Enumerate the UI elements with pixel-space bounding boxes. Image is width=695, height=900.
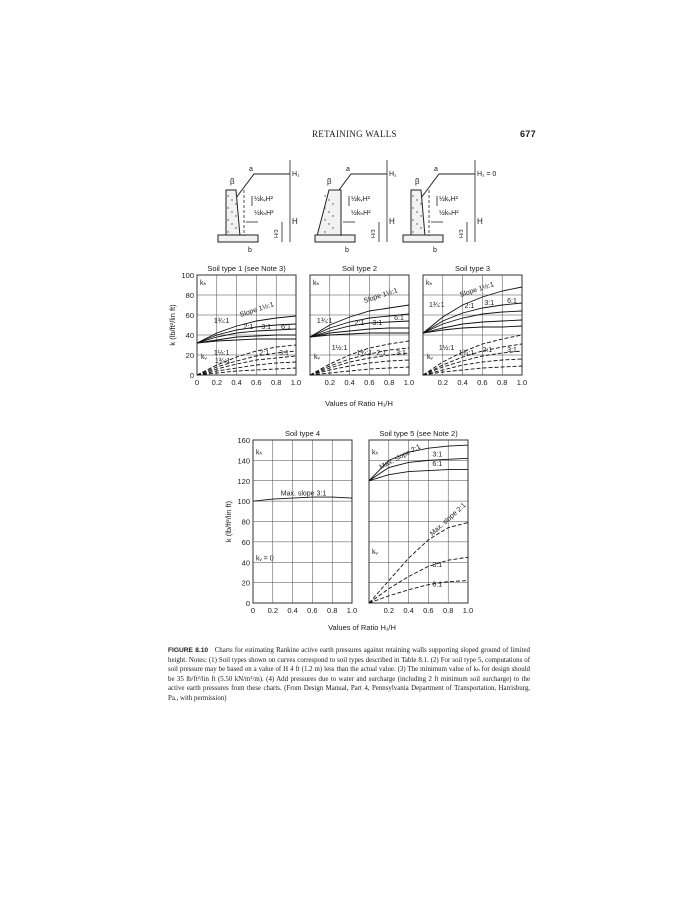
wall-sketch xyxy=(218,160,300,254)
third-h-label: H/3 xyxy=(371,229,377,238)
chart-title: Soil type 1 (see Note 3) xyxy=(207,264,286,273)
concrete-dot xyxy=(227,219,228,220)
x-tick-label: 0.2 xyxy=(437,378,449,387)
curve-annotation: Slope 1½:1 xyxy=(459,281,495,299)
caption-label: FIGURE 8.10 xyxy=(168,647,209,654)
x-tick-label: 0 xyxy=(194,378,200,387)
curve-annotation: 3:1 xyxy=(372,320,383,327)
x-tick-label: 0.6 xyxy=(423,606,434,615)
wall-stem xyxy=(317,190,341,236)
curve-annotation: 1¾:1 xyxy=(316,318,333,325)
y-tick-label: 160 xyxy=(237,436,250,445)
concrete-dot xyxy=(324,207,325,208)
x-tick-label: 0.8 xyxy=(270,378,282,387)
curve-annotation: 3:1 xyxy=(432,562,443,570)
concrete-dot xyxy=(328,199,329,200)
series-line xyxy=(369,523,468,603)
wall-stem xyxy=(226,190,240,236)
x-tick-label: 0.8 xyxy=(383,378,395,387)
x-tick-label: 0.4 xyxy=(231,378,242,387)
curve-annotation: 1¾:1 xyxy=(458,350,475,357)
concrete-dot xyxy=(235,227,236,228)
concrete-dot xyxy=(332,203,333,204)
curve-annotation: kᵥ xyxy=(313,354,320,361)
curve-annotation: kᵥ xyxy=(200,354,207,361)
x-tick-label: 1.0 xyxy=(290,378,302,387)
y-tick-label: 60 xyxy=(241,537,250,547)
concrete-dot xyxy=(324,219,325,220)
curve-annotation: 6:1 xyxy=(432,461,443,469)
x-tick-label: 1.0 xyxy=(462,606,474,615)
chart-panel xyxy=(310,264,414,387)
concrete-dot xyxy=(231,223,232,224)
chart-panel xyxy=(369,429,473,615)
curve-annotation: kᵥ xyxy=(426,354,433,361)
chart-title: Soil type 5 (see Note 2) xyxy=(379,429,458,438)
concrete-dot xyxy=(412,207,413,208)
y-tick-label: 100 xyxy=(237,497,250,507)
curve-annotation: kᵥ = 0 xyxy=(255,555,274,563)
beta-label: β xyxy=(415,177,420,186)
concrete-dot xyxy=(231,199,232,200)
curve-annotation: kₕ xyxy=(371,449,379,457)
y-tick-label: 80 xyxy=(185,291,194,300)
point-b-label: b xyxy=(248,247,252,254)
curve-annotation: 1¾:1 xyxy=(356,350,373,357)
concrete-dot xyxy=(416,211,417,212)
concrete-dot xyxy=(412,195,413,196)
concrete-dot xyxy=(420,215,421,216)
kv-force-label: ½kᵥH² xyxy=(439,196,458,203)
curve-annotation: 1½:1 xyxy=(331,345,348,352)
curve-annotation: 3:1 xyxy=(396,350,406,357)
curve-annotation: kₕ xyxy=(199,280,207,287)
y-tick-label: 0 xyxy=(189,371,194,380)
caption-text: Charts for estimating Rankine active earth pressures against retaining walls supporting sloped ground of limited height. Notes: (1) Soil types shown on curves correspond to soil types described in Table 8.1. (2) For soil type 5, computations of soil pressure may be based on a value of H 4 ft (1.2 m) less than the actual value. (3) The minimum value of kₕ for design should be 35 lb/ft²/lin ft (5.50 kN/m²/m). (4) Add pressures due to water and surcharge (including 2 ft minimum soil surcharge) to the active earth pressures from these charts. (From Design Manual, Part 4, Pennsylvania Department of Transportation, Harrisburg, Pa., with permission) xyxy=(168,647,530,702)
y-tick-label: 80 xyxy=(241,517,250,527)
y-tick-label: 40 xyxy=(241,558,250,568)
point-a-label: a xyxy=(346,166,350,173)
curve-annotation: Max. slope 2:1 xyxy=(378,443,423,472)
curve-annotation: kₕ xyxy=(312,280,320,287)
kv-force-label: ½kᵥH² xyxy=(254,196,273,203)
x-tick-label: 0.6 xyxy=(364,378,375,387)
concrete-dot xyxy=(332,215,333,216)
concrete-dot xyxy=(227,195,228,196)
x-tick-label: 0.2 xyxy=(383,606,395,615)
wall-footing xyxy=(315,235,355,242)
curve-annotation: 2:1 xyxy=(376,350,387,357)
wall-footing xyxy=(403,235,443,242)
curve-annotation: 2:1 xyxy=(464,303,475,310)
x-tick-label: 0.8 xyxy=(442,606,454,615)
x-tick-label: 0.8 xyxy=(496,378,508,387)
wall-sketch xyxy=(403,160,496,254)
chart-title: Soil type 4 xyxy=(284,429,321,438)
kv-force-label: ½kᵥH² xyxy=(351,196,370,203)
concrete-dot xyxy=(412,231,413,232)
y-tick-label: 120 xyxy=(237,476,250,486)
h1-label: H₁ xyxy=(292,171,300,178)
x-tick-label: 1.0 xyxy=(346,606,358,615)
concrete-dot xyxy=(231,211,232,212)
curve-annotation: 3:1 xyxy=(484,300,495,307)
curve-annotation: 1½:1 xyxy=(438,345,455,352)
curve-annotation: 6:1 xyxy=(432,581,443,589)
x-tick-label: 0.6 xyxy=(251,378,262,387)
x-tick-label: 0.4 xyxy=(287,606,298,615)
backfill-slope-line xyxy=(421,174,475,198)
curve-annotation: Slope 1½:1 xyxy=(362,287,399,305)
wall-footing xyxy=(218,235,258,242)
curve-annotation: 1¾:1 xyxy=(214,358,231,365)
wall-sketch xyxy=(315,160,397,254)
curve-annotation: 6:1 xyxy=(394,315,404,322)
concrete-dot xyxy=(412,219,413,220)
curve-annotation: 2:1 xyxy=(243,324,254,331)
x-tick-label: 1.0 xyxy=(403,378,415,387)
x-tick-label: 1.0 xyxy=(516,378,528,387)
concrete-dot xyxy=(227,231,228,232)
curve-annotation: Max. slope 2:1 xyxy=(429,501,468,538)
figure-caption xyxy=(168,646,530,704)
y-axis-label: k (lb/ft²/lin ft) xyxy=(224,500,233,543)
x-tick-label: 0.4 xyxy=(344,378,355,387)
concrete-dot xyxy=(416,199,417,200)
chart-title: Soil type 3 xyxy=(454,264,491,273)
point-b-label: b xyxy=(433,247,437,254)
x-axis-label: Values of Ratio H₁/H xyxy=(325,399,393,408)
page-number: 677 xyxy=(520,129,536,139)
chart-title: Soil type 2 xyxy=(341,264,378,273)
curve-annotation: 2:1 xyxy=(354,320,365,327)
concrete-dot xyxy=(227,207,228,208)
chart-panel xyxy=(423,264,527,387)
curve-annotation: kₕ xyxy=(425,280,433,287)
h1-label: H₁ = 0 xyxy=(477,171,497,178)
y-axis-label: k (lb/ft²/lin ft) xyxy=(168,304,177,346)
curve-annotation: 6:1 xyxy=(507,298,517,305)
concrete-dot xyxy=(235,215,236,216)
point-a-label: a xyxy=(249,166,253,173)
concrete-dot xyxy=(420,227,421,228)
concrete-dot xyxy=(328,223,329,224)
x-tick-label: 0.4 xyxy=(457,378,468,387)
h1-label: H₁ xyxy=(389,171,397,178)
y-tick-label: 40 xyxy=(185,331,194,340)
kh-force-label: ½kₕH² xyxy=(351,210,371,217)
concrete-dot xyxy=(324,195,325,196)
backfill-slope-line xyxy=(236,174,290,198)
point-b-label: b xyxy=(345,247,349,254)
h-label: H xyxy=(477,217,483,226)
x-axis-label: Values of Ratio H₁/H xyxy=(328,623,396,632)
concrete-dot xyxy=(324,231,325,232)
x-tick-label: 0.2 xyxy=(324,378,336,387)
curve-annotation: 1½:1 xyxy=(213,350,230,357)
kh-force-label: ½kₕH² xyxy=(439,210,459,217)
chart-panel xyxy=(224,429,357,615)
curve-annotation: 3:1 xyxy=(432,451,443,459)
beta-label: β xyxy=(327,177,332,186)
x-tick-label: 0.6 xyxy=(307,606,318,615)
point-a-label: a xyxy=(434,166,438,173)
curve-annotation: kₕ xyxy=(255,449,263,457)
x-tick-label: 0.4 xyxy=(403,606,414,615)
series-line xyxy=(369,557,468,603)
curve-annotation: 1¾:1 xyxy=(213,318,230,325)
series-line xyxy=(423,366,522,375)
x-tick-label: 0.2 xyxy=(211,378,223,387)
third-h-label: H/3 xyxy=(459,229,465,238)
kh-force-label: ½kₕH² xyxy=(254,210,274,217)
concrete-dot xyxy=(420,203,421,204)
h-label: H xyxy=(292,217,298,226)
wall-stem xyxy=(411,190,425,236)
chart-panel xyxy=(168,264,301,387)
curve-annotation: 3:1 xyxy=(261,324,272,331)
curve-annotation: kᵥ xyxy=(371,549,378,557)
curve-annotation: 1¾:1 xyxy=(428,302,445,309)
curve-annotation: 3:1 xyxy=(279,350,289,357)
curve-annotation: 6:1 xyxy=(281,324,291,331)
curve-annotation: 2:1 xyxy=(482,347,493,354)
h-label: H xyxy=(389,217,395,226)
third-h-label: H/3 xyxy=(274,229,280,238)
x-tick-label: 0.8 xyxy=(326,606,338,615)
curve-annotation: Slope 1½:1 xyxy=(239,301,275,319)
running-header: RETAINING WALLS xyxy=(312,129,397,139)
x-tick-label: 0.6 xyxy=(477,378,488,387)
x-tick-label: 0.2 xyxy=(267,606,279,615)
concrete-dot xyxy=(328,211,329,212)
curve-annotation: 2:1 xyxy=(259,350,270,357)
beta-label: β xyxy=(230,177,235,186)
y-tick-label: 60 xyxy=(185,311,194,320)
y-tick-label: 0 xyxy=(245,599,250,608)
concrete-dot xyxy=(235,203,236,204)
y-tick-label: 100 xyxy=(181,271,194,280)
curve-annotation: 3:1 xyxy=(507,347,517,354)
curve-annotation: Max. slope 3:1 xyxy=(280,490,327,498)
concrete-dot xyxy=(332,227,333,228)
y-tick-label: 140 xyxy=(237,456,250,466)
y-tick-label: 20 xyxy=(185,351,194,360)
series-line xyxy=(253,497,352,501)
x-tick-label: 0 xyxy=(250,606,256,615)
y-tick-label: 20 xyxy=(241,578,250,588)
concrete-dot xyxy=(416,223,417,224)
